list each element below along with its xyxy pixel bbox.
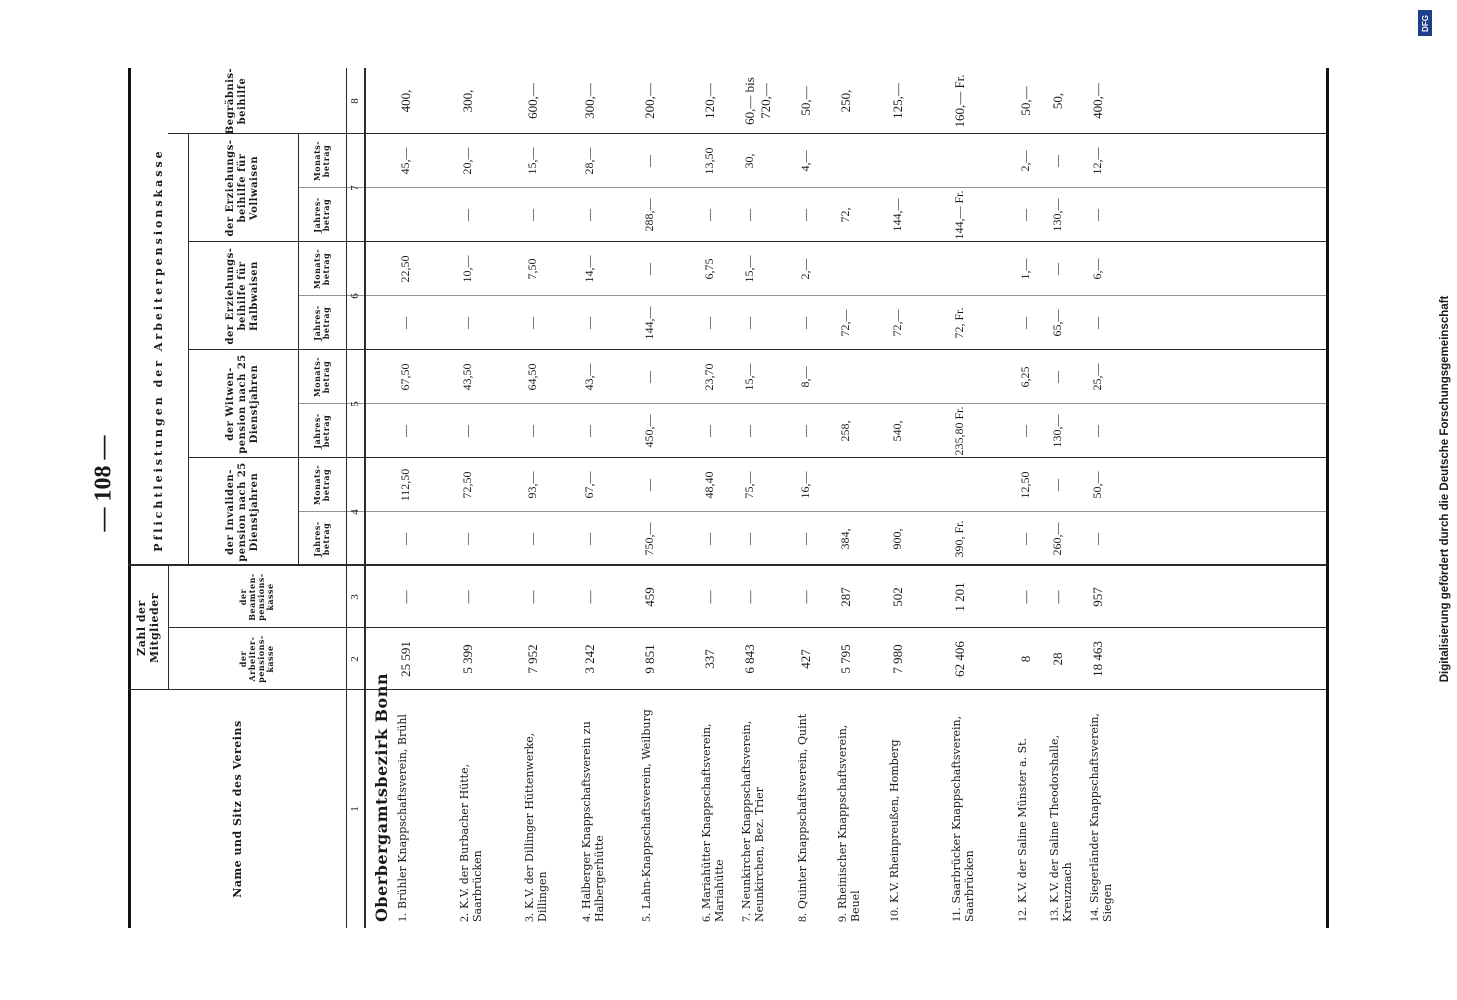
cell-voll-m: 12,— (1090, 147, 1104, 175)
cell-halb-m: — (1050, 263, 1064, 275)
cell-begr: 400, (398, 89, 413, 113)
row-number: 12. (1015, 907, 1029, 922)
cell-wit-j: — (460, 425, 474, 437)
cell-beam: 957 (1090, 587, 1105, 607)
cell-inv-m: 72,50 (460, 471, 474, 499)
row-number: 7. (739, 913, 753, 922)
cell-begr: 50,— (798, 86, 813, 116)
cell-inv-j: 384, (838, 528, 852, 550)
cell-wit-m: — (642, 371, 656, 383)
cell-inv-j: — (1090, 533, 1104, 545)
cell-begr: 120,— (702, 83, 717, 119)
cell-wit-m: — (1050, 371, 1064, 383)
row-label: Rheinischer Knappschaftsverein, Beuel (836, 724, 862, 922)
sub-voll-monthly: Monats-betrag (312, 140, 331, 182)
sub-halb-annual: Jahres-betrag (312, 305, 331, 341)
bottom-border (1326, 68, 1329, 928)
row-number: 4. (579, 913, 593, 922)
cell-inv-m: 16,— (798, 471, 812, 499)
header-bottom-rule (364, 68, 366, 928)
cell-voll-m: 28,— (582, 147, 596, 175)
row-number: 5. (639, 913, 653, 922)
colnum-8: 8 (349, 98, 361, 104)
cell-inv-m: — (1050, 479, 1064, 491)
rotated-table (128, 68, 1329, 928)
dfg-logo (1418, 10, 1432, 36)
cell-halb-m: 10,— (460, 255, 474, 283)
cell-voll-j: — (742, 209, 756, 221)
row-label: Halberger Knappschaftsverein zu Halbergerhütte (580, 721, 606, 922)
row-name (1088, 696, 1114, 922)
cell-beam: — (460, 590, 475, 604)
cell-wit-m: 43,— (582, 363, 596, 391)
cell-begr: 300,— (582, 83, 597, 119)
row-label: Lahn-Knappschaftsverein, Weilburg (640, 709, 653, 909)
cell-beam: 287 (838, 587, 853, 607)
cell-inv-m: 50,— (1090, 471, 1104, 499)
row-label: Siegerländer Knappschaftsverein, Siegen (1088, 713, 1114, 922)
row-number: 14. (1087, 907, 1101, 922)
cell-beam: — (742, 590, 757, 604)
cell-beam: — (1018, 590, 1033, 604)
row-number: 6. (699, 913, 713, 922)
cell-wit-j: 130,— (1050, 414, 1064, 448)
cell-wit-m: 8,— (798, 366, 812, 388)
cell-beam: — (798, 590, 813, 604)
row-number: 8. (795, 913, 809, 922)
cell-halb-j: 65,— (1050, 309, 1064, 337)
cell-inv-j: — (742, 533, 756, 545)
colnum-3: 3 (349, 594, 361, 600)
cell-halb-j: 72, Fr. (952, 307, 966, 339)
header-pension-group: Pflichtleistungen der Arbeiterpensionskasse (151, 148, 165, 552)
cell-begr: 125,— (890, 83, 905, 119)
cell-halb-j: 72,— (838, 309, 852, 337)
cell-arb: 7 952 (525, 644, 540, 674)
sub-inv-monthly: Monats-betrag (312, 464, 331, 506)
cell-arb: 9 851 (642, 644, 657, 674)
cell-beam: — (702, 590, 717, 604)
cell-wit-m: 23,70 (702, 363, 716, 391)
cell-halb-m: 14,— (582, 255, 596, 283)
cell-begr: 300, (460, 89, 475, 113)
cell-voll-m: 30, (742, 153, 756, 169)
cell-inv-m: 12,50 (1018, 471, 1032, 499)
cell-begr: 400,— (1090, 83, 1105, 119)
cell-arb: 62 406 (952, 641, 967, 677)
cell-begr: 50,— (1018, 86, 1033, 116)
cell-halb-m: 2,— (798, 258, 812, 280)
cell-beam: 1 201 (952, 582, 967, 612)
cell-halb-m: 7,50 (525, 258, 539, 280)
cell-begr: 600,— (525, 83, 540, 119)
cell-halb-j: — (460, 317, 474, 329)
row-name (1048, 696, 1074, 922)
cell-wit-j: — (798, 425, 812, 437)
cell-arb: 5 399 (460, 644, 475, 674)
cell-inv-m: 112,50 (398, 468, 412, 502)
cell-voll-j: 130,— (1050, 198, 1064, 232)
cell-arb: 28 (1050, 652, 1065, 666)
cell-wit-j: 235,80 Fr. (952, 406, 966, 456)
cell-arb: 427 (798, 649, 813, 669)
row-label: K.V. der Burbacher Hütte, Saarbrücken (458, 763, 484, 922)
cell-halb-j: — (742, 317, 756, 329)
cell-begr: 250, (838, 89, 853, 113)
cell-voll-j: 288,— (642, 198, 656, 232)
cell-arb: 8 (1018, 655, 1033, 663)
cell-begr: 60,— bis 720,— (742, 77, 773, 125)
row-label: Quinter Knappschaftsverein, Quint (796, 713, 809, 909)
cell-voll-m: 15,— (525, 147, 539, 175)
cell-wit-m: 67,50 (398, 363, 412, 391)
cell-halb-j: 144,— (642, 306, 656, 340)
row-name (740, 696, 766, 922)
cell-halb-j: — (398, 317, 412, 329)
cell-inv-j: — (1018, 533, 1032, 545)
colnum-4: 4 (349, 509, 361, 515)
cell-inv-m: 75,— (742, 471, 756, 499)
sub-voll-annual: Jahres-betrag (312, 197, 331, 233)
cell-voll-m: — (642, 155, 656, 167)
cell-voll-m: 13,50 (702, 147, 716, 175)
cell-wit-j: 540, (890, 420, 904, 442)
cell-voll-j: — (460, 209, 474, 221)
row-label: K.V. der Saline Theodorshalle, Kreuznach (1048, 734, 1074, 922)
row-label: Mariahütter Knappschaftsverein, Mariahütte (700, 723, 726, 922)
row-name (458, 696, 484, 922)
digitization-note: Digitalisierung gefördert durch die Deutsche Forschungsgemeinschaft (1439, 295, 1451, 683)
row-number: 13. (1047, 907, 1061, 922)
cell-wit-j: 258, (838, 420, 852, 442)
row-number: 11. (949, 907, 963, 922)
cell-arb: 6 843 (742, 644, 757, 674)
cell-arb: 337 (702, 649, 717, 669)
colnum-2: 2 (349, 656, 361, 662)
cell-begr: 160,— Fr. (952, 74, 967, 128)
cell-inv-m: 48,40 (702, 471, 716, 499)
cell-wit-j: 450,— (642, 414, 656, 448)
cell-voll-m: 20,— (460, 147, 474, 175)
row-number: 9. (835, 913, 849, 922)
row-number: 2. (457, 913, 471, 922)
row-name (836, 696, 862, 922)
cell-halb-m: — (642, 263, 656, 275)
cell-halb-j: 72,— (890, 309, 904, 337)
row-name (888, 696, 901, 922)
cell-wit-m: 25,— (1090, 363, 1104, 391)
row-name (796, 696, 809, 922)
cell-halb-j: — (1090, 317, 1104, 329)
cell-halb-j: — (525, 317, 539, 329)
header-members-workers: der Arbeiter-pensions-kasse (238, 635, 275, 683)
cell-inv-j: — (525, 533, 539, 545)
cell-wit-j: — (1090, 425, 1104, 437)
row-name (640, 696, 653, 922)
cell-voll-j: 144,— (890, 198, 904, 232)
cell-halb-m: 15,— (742, 255, 756, 283)
cell-beam: — (398, 590, 413, 604)
row-name (580, 696, 606, 922)
cell-voll-j: 72, (838, 207, 852, 223)
cell-halb-m: 6,— (1090, 258, 1104, 280)
cell-inv-m: 93,— (525, 471, 539, 499)
sub-wit-annual: Jahres-betrag (312, 413, 331, 449)
header-widow: der Witwen-pension nach 25 Dienstjahren (225, 354, 260, 454)
cell-arb: 25 591 (398, 641, 413, 677)
cell-voll-m: — (1050, 155, 1064, 167)
cell-inv-j: 260,— (1050, 522, 1064, 556)
row-number: 10. (887, 907, 901, 922)
cell-halb-j: — (798, 317, 812, 329)
sub-halb-monthly: Monats-betrag (312, 248, 331, 290)
row-name (396, 696, 409, 922)
cell-arb: 3 242 (582, 644, 597, 674)
row-label: Saarbrücker Knappschaftsverein, Saarbrücken (950, 715, 976, 922)
row-number: 1. (395, 913, 409, 922)
row-label: Neunkircher Knappschaftsverein, Neunkirchen, Bez. Trier (740, 720, 766, 922)
header-members-officials: der Beamten-pensions-kasse (238, 573, 275, 621)
cell-arb: 7 980 (890, 644, 905, 674)
sub-inv-annual: Jahres-betrag (312, 521, 331, 557)
header-half-orphans: der Erziehungs-beihilfe für Halbwaisen (225, 247, 260, 345)
sub-wit-monthly: Monats-betrag (312, 356, 331, 398)
cell-voll-m: 4,— (798, 150, 812, 172)
cell-wit-m: 6,25 (1018, 366, 1032, 388)
row-name (950, 696, 976, 922)
cell-inv-j: 390, Fr. (952, 520, 966, 558)
cell-halb-j: — (702, 317, 716, 329)
cell-begr: 50, (1050, 92, 1065, 110)
cell-beam: 459 (642, 587, 657, 607)
cell-halb-m: 22,50 (398, 255, 412, 283)
header-full-orphans: der Erziehungs-beihilfe für Vollwaisen (225, 139, 260, 237)
cell-inv-j: 750,— (642, 522, 656, 556)
cell-begr: 200,— (642, 83, 657, 119)
cell-wit-j: — (582, 425, 596, 437)
row-name (523, 696, 549, 922)
row-name (1016, 696, 1029, 922)
cell-wit-j: — (702, 425, 716, 437)
cell-voll-m: 2,— (1018, 150, 1032, 172)
cell-wit-j: — (742, 425, 756, 437)
cell-wit-j: — (525, 425, 539, 437)
cell-arb: 18 463 (1090, 641, 1105, 677)
cell-voll-j: — (798, 209, 812, 221)
colnum-7: 7 (349, 185, 361, 191)
row-label: Brühler Knappschaftsverein, Brühl (396, 714, 409, 909)
cell-voll-j: — (1018, 209, 1032, 221)
cell-voll-j: — (525, 209, 539, 221)
cell-voll-m: 45,— (398, 147, 412, 175)
colnum-5: 5 (349, 401, 361, 407)
cell-inv-j: — (798, 533, 812, 545)
cell-inv-j: — (702, 533, 716, 545)
page-number: — 108 — (90, 435, 117, 532)
header-name: Name und Sitz des Vereins (230, 720, 244, 898)
cell-wit-m: 15,— (742, 363, 756, 391)
header-invalid: der Invaliden-pension nach 25 Dienstjahren (225, 462, 260, 562)
cell-voll-j: 144,— Fr. (952, 190, 966, 240)
cell-inv-m: — (642, 479, 656, 491)
cell-halb-j: — (1018, 317, 1032, 329)
cell-arb: 5 795 (838, 644, 853, 674)
colnum-1: 1 (349, 806, 361, 812)
cell-inv-j: — (460, 533, 474, 545)
cell-inv-j: 900, (890, 528, 904, 550)
colnum-6: 6 (349, 293, 361, 299)
row-label: K.V. der Saline Münster a. St. (1016, 737, 1029, 903)
cell-beam: — (582, 590, 597, 604)
cell-voll-j: — (1090, 209, 1104, 221)
row-label: K.V. der Dillinger Hüttenwerke, Dillingen (523, 732, 549, 922)
header-members: Zahl der Mitglieder (135, 593, 161, 663)
cell-beam: — (525, 590, 540, 604)
row-label: K.V. Rheinpreußen, Homberg (888, 739, 901, 903)
cell-halb-j: — (582, 317, 596, 329)
cell-inv-j: — (582, 533, 596, 545)
row-number: 3. (522, 913, 536, 922)
cell-halb-m: 1,— (1018, 258, 1032, 280)
cell-halb-m: 6,75 (702, 258, 716, 280)
row-name (700, 696, 726, 922)
cell-voll-j: — (702, 209, 716, 221)
cell-wit-j: — (398, 425, 412, 437)
cell-wit-j: — (1018, 425, 1032, 437)
cell-voll-j: — (582, 209, 596, 221)
cell-inv-j: — (398, 533, 412, 545)
cell-beam: 502 (890, 587, 905, 607)
header-burial: Begräbnis-beihilfe (225, 67, 248, 135)
cell-inv-m: 67,— (582, 471, 596, 499)
section-title: Oberbergamtsbezirk Bonn (372, 673, 391, 922)
dfg-logo-text: DFG (1420, 14, 1430, 32)
cell-wit-m: 43,50 (460, 363, 474, 391)
cell-wit-m: 64,50 (525, 363, 539, 391)
cell-beam: — (1050, 590, 1065, 604)
